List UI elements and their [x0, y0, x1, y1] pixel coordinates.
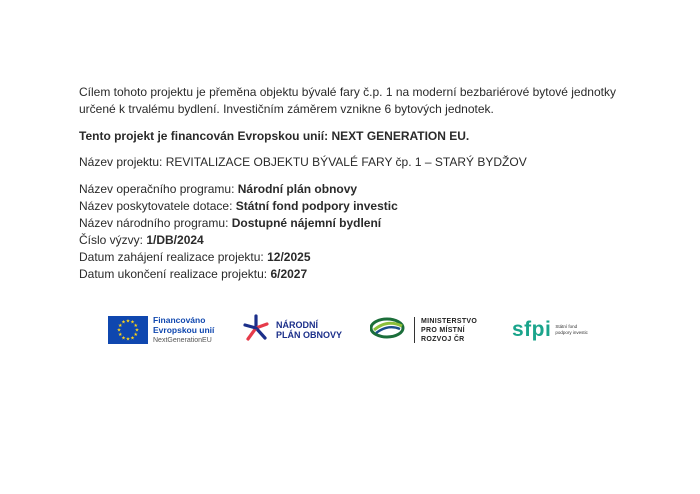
project-details: [79, 181, 639, 283]
funding-statement: Tento projekt je financován Evropskou unií: NEXT GENERATION EU.: [79, 129, 470, 143]
npo-logo: [241, 308, 342, 352]
detail-start-date: Datum zahájení realizace projektu: 12/2025: [79, 250, 311, 264]
eu-funding-logo: [108, 308, 214, 352]
mmr-divider: [414, 317, 415, 343]
npo-logo-line-2: PLÁN OBNOVY: [276, 330, 343, 340]
sfpi-logo-word: sfpi: [512, 318, 552, 341]
svg-text:★: ★: [133, 323, 139, 329]
svg-text:★: ★: [130, 335, 135, 342]
project-name: Název projektu: REVITALIZACE OBJEKTU BÝVALÉ FARY čp. 1 – STARÝ BYDŽOV: [79, 155, 527, 169]
eu-flag-icon: [108, 316, 148, 344]
sfpi-logo-line-1: Státní fond: [555, 324, 578, 329]
logo-strip: [108, 308, 628, 352]
eu-logo-line-3: NextGenerationEU: [153, 336, 212, 344]
svg-text:★: ★: [125, 318, 131, 325]
sfpi-logo: [512, 308, 588, 352]
npo-star-icon: [241, 313, 271, 348]
svg-text:★: ★: [130, 319, 135, 326]
svg-text:★: ★: [116, 327, 122, 334]
detail-end-date: Datum ukončení realizace projektu: 6/2027: [79, 267, 308, 281]
intro-paragraph: [79, 84, 639, 118]
intro-line-2: určené k trvalému bydlení. Investičním záměrem vznikne 6 bytových jednotek.: [79, 102, 494, 116]
intro-line-1: Cílem tohoto projektu je přeměna objektu bývalé fary č.p. 1 na moderní bezbariérové bytové jednotky: [79, 85, 616, 99]
detail-national-programme: Název národního programu: Dostupné nájemní bydlení: [79, 216, 382, 230]
sfpi-logo-line-2: podpory investic: [555, 330, 588, 335]
detail-call-number: Číslo výzvy: 1/DB/2024: [79, 233, 204, 247]
npo-logo-line-1: NÁRODNÍ: [276, 320, 318, 330]
svg-text:★: ★: [134, 327, 140, 334]
project-info: [79, 84, 639, 283]
mmr-logo-line-3: ROZVOJ ČR: [421, 335, 465, 343]
detail-grant-provider: Název poskytovatele dotace: Státní fond podpory investic: [79, 199, 398, 213]
svg-text:★: ★: [121, 319, 126, 326]
svg-text:★: ★: [133, 332, 139, 338]
svg-text:★: ★: [117, 323, 123, 329]
mmr-logo-line-1: MINISTERSTVO: [421, 317, 478, 325]
mmr-logo-line-2: PRO MÍSTNÍ: [421, 326, 465, 334]
svg-text:★: ★: [125, 336, 131, 343]
mmr-emblem-icon: [370, 315, 408, 346]
eu-logo-line-1: Financováno: [153, 314, 206, 325]
svg-text:★: ★: [121, 335, 126, 342]
eu-logo-line-2: Evropskou unií: [153, 324, 215, 335]
mmr-logo: [370, 308, 477, 352]
detail-operational-programme: Název operačního programu: Národní plán obnovy: [79, 182, 358, 196]
svg-text:★: ★: [117, 332, 123, 338]
